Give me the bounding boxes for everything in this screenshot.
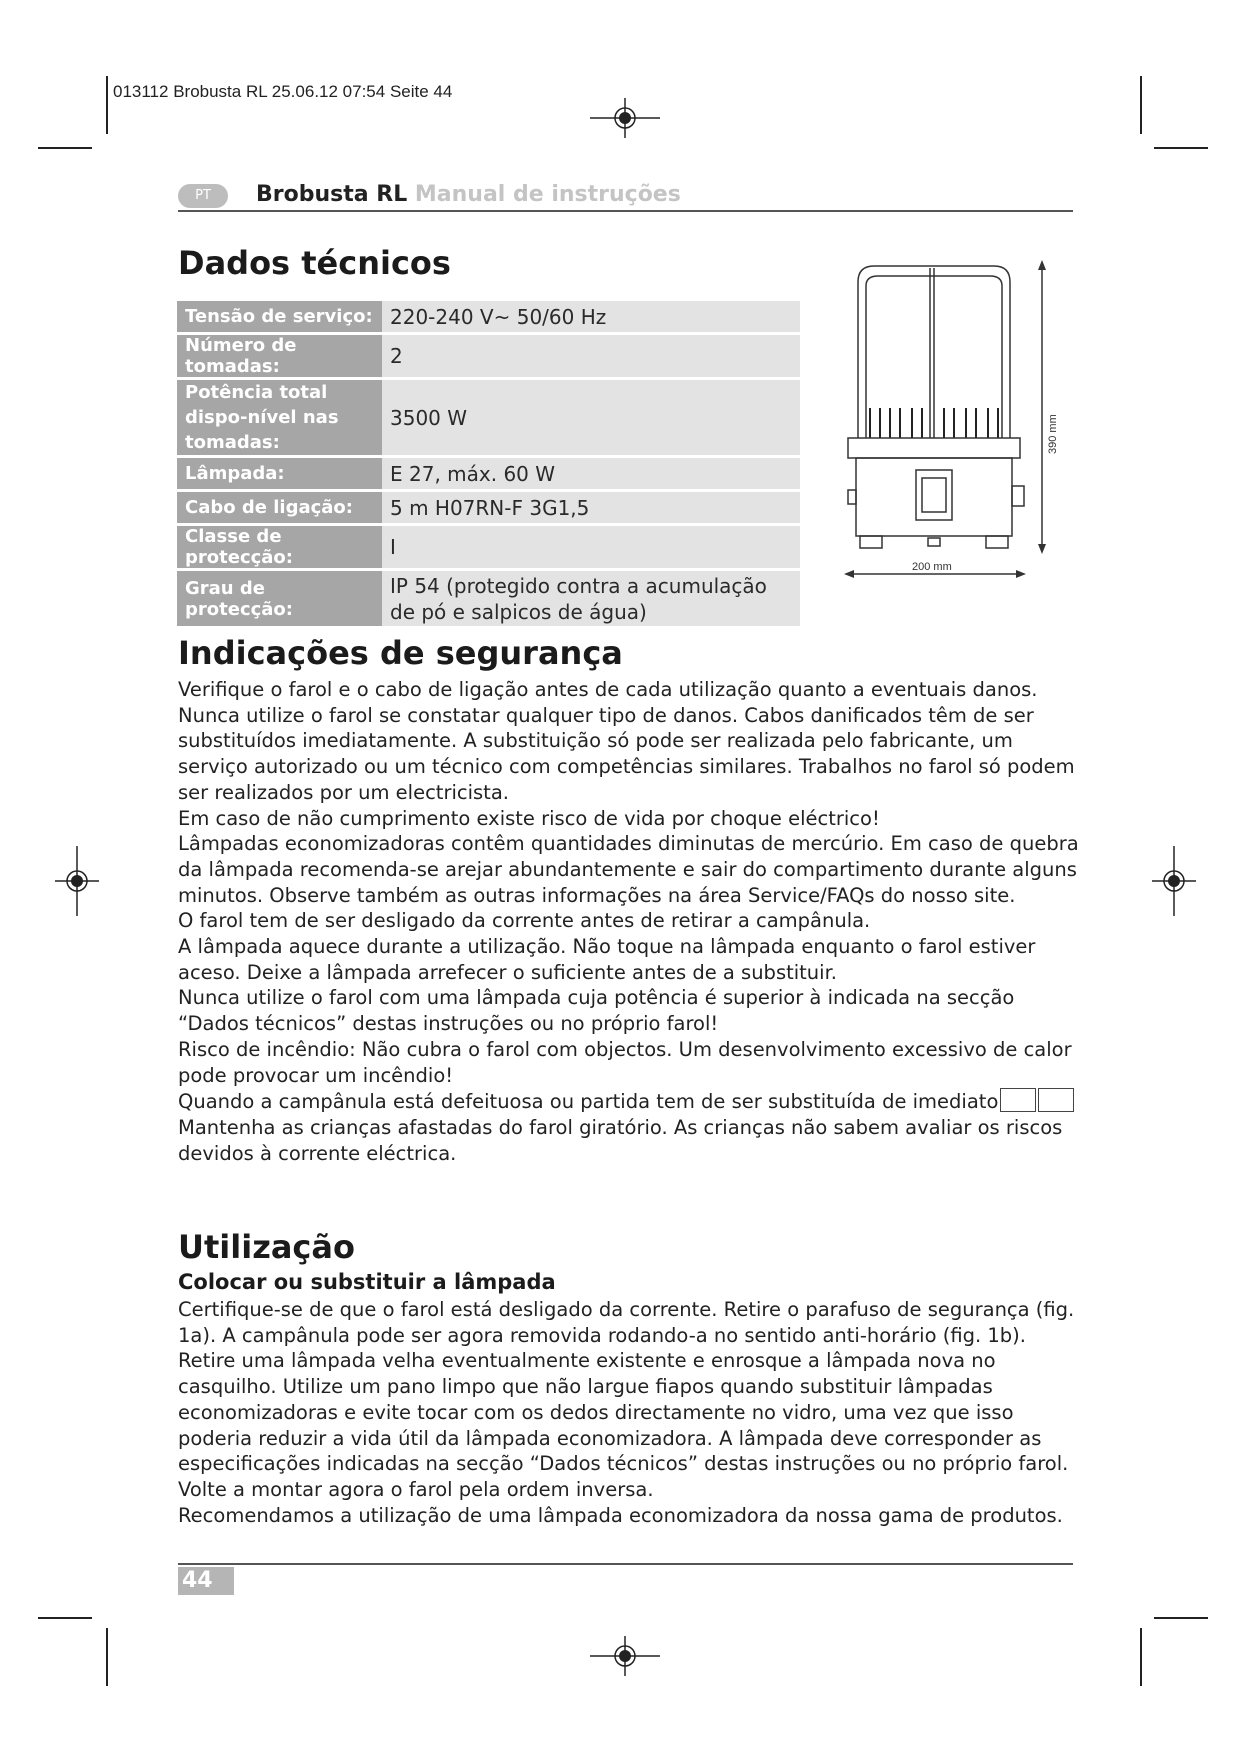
safety-paragraph: O farol tem de ser desligado da corrente antes de retirar a campânula.: [178, 909, 871, 933]
registration-mark-icon: [590, 98, 660, 138]
safety-paragraph: [178, 1088, 1088, 1115]
table-row: [177, 492, 800, 523]
print-slug: 013112 Brobusta RL 25.06.12 07:54 Seite 44: [113, 82, 453, 101]
crop-mark: [106, 76, 108, 134]
usage-heading: Utilização: [178, 1228, 355, 1266]
safety-heading: Indicações de segurança: [178, 634, 623, 672]
safety-paragraph: Nunca utilize o farol com uma lâmpada cuja potência é superior à indicada na secção “Dados técnicos” destas instruções ou no próprio farol!: [178, 986, 1015, 1036]
crop-mark: [1154, 1617, 1208, 1619]
width-dimension-label: 200 mm: [912, 561, 952, 573]
product-dimension-drawing: [834, 258, 1070, 640]
table-row: [177, 301, 800, 332]
tech-data-table: [177, 298, 800, 629]
table-row: [177, 380, 800, 455]
broken-cover-icon: [1000, 1088, 1036, 1112]
new-cover-icon: [1038, 1088, 1074, 1112]
page-number: 44: [178, 1567, 234, 1595]
usage-text: [178, 1297, 1088, 1528]
spec-label: Classe de protecção:: [177, 526, 382, 568]
spec-value: 220-240 V~ 50/60 Hz: [382, 301, 800, 332]
table-row: [177, 526, 800, 568]
safety-paragraph: A lâmpada aquece durante a utilização. Não toque na lâmpada enquanto o farol estiver aceso. Deixe a lâmpada arrefecer o suficiente antes de a substituir.: [178, 935, 1036, 984]
usage-subheading: Colocar ou substituir a lâmpada: [178, 1270, 556, 1294]
safety-paragraph: Verifique o farol e o cabo de ligação antes de cada utilização quanto a eventuais danos. Nunca utilize o farol se constatar qualquer tipo de danos. Cabos danificados têm de ser substituídos imediatamente. A substituição só pode ser realizada pelo fabricante, um serviço autorizado ou um técnico com competências similares. Trabalhos no farol só podem ser realizados por um electricista.: [178, 678, 1075, 804]
safety-paragraph: Lâmpadas economizadoras contêm quantidades diminutas de mercúrio. Em caso de quebra da lâmpada recomenda-se arejar abundantemente e sair do compartimento durante alguns minutos. Observe também as outras informações na área Service/FAQs do nosso site.: [178, 832, 1079, 907]
crop-mark: [1140, 76, 1142, 134]
spec-value: 5 m H07RN-F 3G1,5: [382, 492, 800, 523]
safety-text: [178, 677, 1088, 1166]
spec-label: Cabo de ligação:: [177, 492, 382, 523]
safety-paragraph: Em caso de não cumprimento existe risco de vida por choque eléctrico!: [178, 806, 880, 830]
spec-value: I: [382, 526, 800, 568]
crop-mark: [1154, 147, 1208, 149]
spec-label: Grau de protecção:: [177, 571, 382, 626]
spec-value: IP 54 (protegido contra a acumulação de pó e salpicos de água): [382, 571, 800, 626]
brand-name: Brobusta RL: [256, 182, 408, 207]
spec-value: 2: [382, 335, 800, 377]
height-dimension-label: 390 mm: [1047, 414, 1059, 454]
table-row: [177, 335, 800, 377]
spec-label: Lâmpada:: [177, 458, 382, 489]
spec-value: E 27, máx. 60 W: [382, 458, 800, 489]
usage-paragraph: Volte a montar agora o farol pela ordem inversa.: [178, 1477, 654, 1501]
crop-mark: [1140, 1628, 1142, 1686]
language-badge: PT: [178, 184, 228, 208]
crop-mark: [106, 1628, 108, 1686]
registration-mark-icon: [590, 1636, 660, 1676]
registration-mark-icon: [55, 846, 99, 916]
crop-mark: [38, 147, 92, 149]
page-header: [178, 184, 1073, 212]
usage-paragraph: Certifique-se de que o farol está desligado da corrente. Retire o parafuso de segurança (fig. 1a). A campânula pode ser agora removida rodando-a no sentido anti-horário (fig. 1b). Retire uma lâmpada velha eventualmente existente e enrosque a lâmpada nova no casquilho. Utilize um pano limpo que não largue fiapos quando substituir lâmpadas economizadoras e evite tocar com os dedos directamente no vidro, uma vez que isso poderia reduzir a vida útil da lâmpada economizadora. A lâmpada deve corresponder as especificações indicadas na secção “Dados técnicos” destas instruções ou no próprio farol.: [178, 1298, 1075, 1476]
spec-label: Tensão de serviço:: [177, 301, 382, 332]
safety-paragraph: Risco de incêndio: Não cubra o farol com objectos. Um desenvolvimento excessivo de calor pode provocar um incêndio!: [178, 1037, 1072, 1087]
registration-mark-icon: [1152, 846, 1196, 916]
manual-subtitle: Manual de instruções: [414, 182, 681, 207]
table-row: [177, 571, 800, 626]
spec-label: Potência total dispo-nível nas tomadas:: [177, 380, 382, 455]
usage-paragraph: Recomendamos a utilização de uma lâmpada economizadora da nossa gama de produtos.: [178, 1503, 1063, 1527]
tech-data-heading: Dados técnicos: [178, 244, 451, 282]
crop-mark: [38, 1617, 92, 1619]
header-title: [256, 182, 681, 207]
footer-divider: [178, 1563, 1073, 1565]
spec-value: 3500 W: [382, 380, 800, 455]
table-row: [177, 458, 800, 489]
cover-warning-text: Quando a campânula está defeituosa ou partida tem de ser substituída de imediato: [178, 1090, 999, 1114]
spec-label: Número de tomadas:: [177, 335, 382, 377]
safety-paragraph: Mantenha as crianças afastadas do farol giratório. As crianças não sabem avaliar os riscos devidos à corrente eléctrica.: [178, 1115, 1063, 1165]
